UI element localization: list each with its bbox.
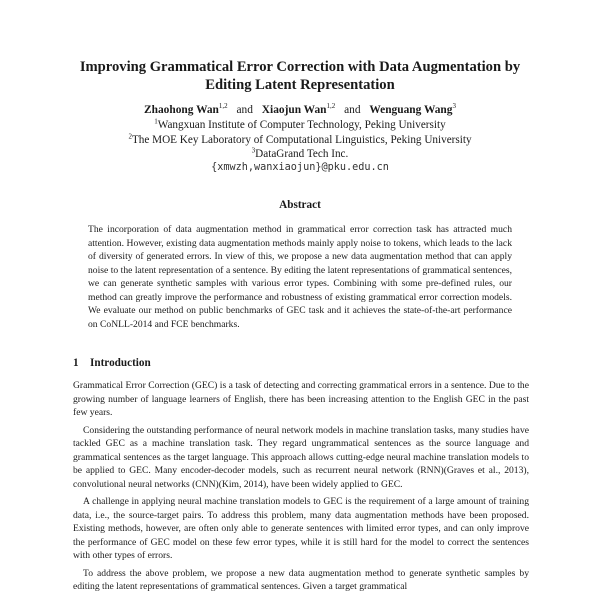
body-text bbox=[73, 379, 529, 594]
author-line bbox=[40, 103, 560, 118]
affiliation bbox=[40, 147, 560, 162]
paragraph: Grammatical Error Correction (GEC) is a task of detecting and correcting grammatical errors in a sentence. Due to the growing number of language learners of English, there has been increasing attention to the English GEC in the past few years. bbox=[73, 380, 529, 418]
author-name: Wenguang Wang bbox=[369, 104, 453, 116]
abstract-text: The incorporation of data augmentation method in grammatical error correction task has attracted much attention. However, existing data augmentation methods mainly apply noise to tokens, which leads to the lack of diversity of generated errors. In view of this, we propose a new data augmentation method that can apply noise to the latent representation of a sentence. By editing the latent representations of grammatical sentences, we can generate synthetic samples with various error types. Combining with some pre-defined rules, our method can greatly improve the performance and robustness of existing grammatical error correction models. We evaluate our method on public benchmarks of GEC task and it achieves the state-of-the-art performance on CoNLL-2014 and FCE benchmarks. bbox=[88, 224, 512, 330]
author-affiliation-mark: 3 bbox=[452, 102, 456, 111]
section-heading bbox=[73, 357, 151, 369]
paragraph: To address the above problem, we propose a new data augmentation method to generate synthetic samples by editing the latent representations of grammatical sentences. Given a target grammatical bbox=[73, 567, 529, 592]
paragraph: A challenge in applying neural machine translation models to GEC is the requirement of a large amount of training data, i.e., the source-target pairs. To address this problem, many data augmentation methods have been proposed. Existing methods, however, are often only able to generate sentences with limited error types, and can only improve the performance of GEC model on these few error types, while it is still hard for the model to correct the sentences with other types of errors. bbox=[73, 496, 529, 561]
affiliation-text: Wangxuan Institute of Computer Technology, Peking University bbox=[157, 119, 446, 131]
author-affiliation-mark: 1,2 bbox=[218, 102, 228, 111]
paragraph: Considering the outstanding performance of neural network models in machine translation tasks, many studies have tackled GEC as a machine translation task. They regard ungrammatical sentences as the source language and grammatical sentences as the target language. This approach allows cutting-edge neural machine translation models to be applied to GEC. Many encoder-decoder models, such as recurrent neural network (RNN)(Graves et al., 2013), convolutional neural networks (CNN)(Kim, 2014), have been widely applied to GEC. bbox=[73, 424, 529, 490]
author-conjunction: and bbox=[344, 104, 361, 116]
author-name: Xiaojun Wan bbox=[261, 104, 327, 116]
author-email: {xmwzh,wanxiaojun}@pku.edu.cn bbox=[211, 162, 389, 173]
affiliation-text: DataGrand Tech Inc. bbox=[255, 148, 349, 160]
abstract-heading: Abstract bbox=[279, 199, 321, 211]
affiliation bbox=[40, 133, 560, 148]
affiliation bbox=[40, 118, 560, 133]
affiliation-mark: 3 bbox=[251, 146, 256, 155]
affiliation-text: The MOE Key Laboratory of Computational Linguistics, Peking University bbox=[131, 134, 472, 146]
author-conjunction: and bbox=[236, 104, 253, 116]
affiliation-mark: 1 bbox=[154, 117, 158, 126]
author-affiliation-mark: 1,2 bbox=[326, 102, 336, 111]
section-number: 1 bbox=[73, 357, 79, 369]
paper-title: Improving Grammatical Error Correction with Data Augmentation by Editing Latent Representation bbox=[79, 59, 521, 93]
section-title: Introduction bbox=[90, 357, 151, 369]
affiliation-mark: 2 bbox=[128, 132, 132, 141]
author-name: Zhaohong Wan bbox=[144, 104, 219, 116]
